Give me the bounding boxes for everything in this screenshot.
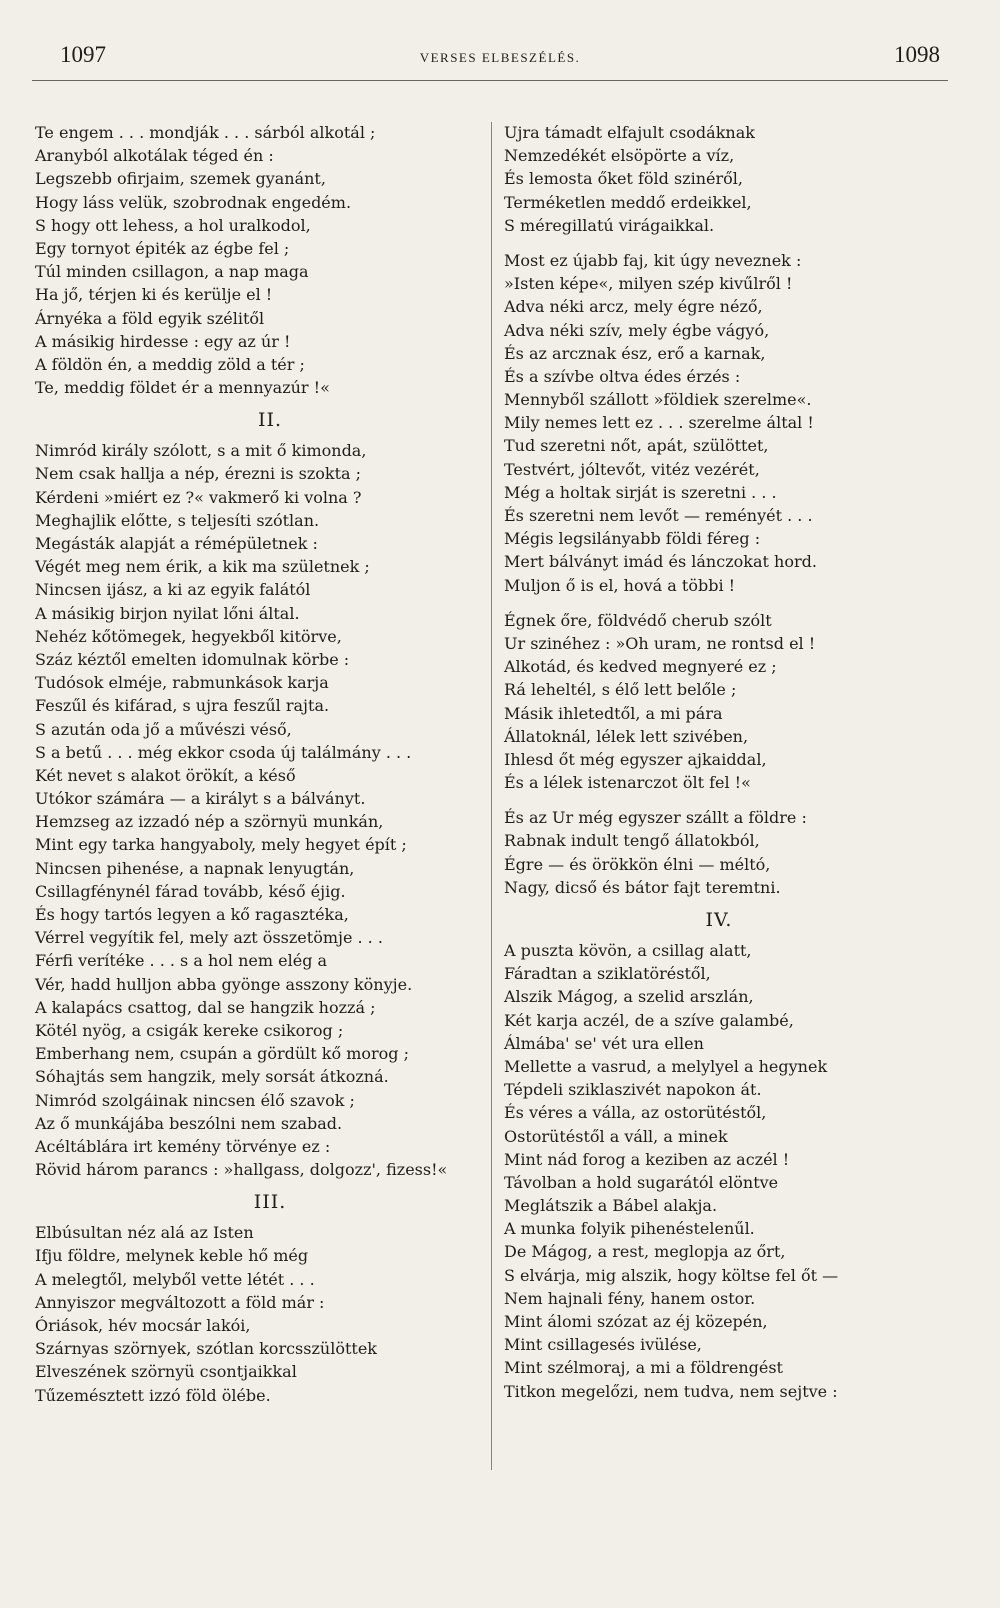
verse-line: Tépdeli sziklaszivét napokon át.: [504, 1080, 762, 1100]
verse-line: Most ez újabb faj, kit úgy neveznek :: [504, 250, 802, 270]
stanza: [504, 939, 924, 1403]
verse-line: Hogy láss velük, szobrodnak engedém.: [35, 192, 352, 212]
page-header: [60, 42, 940, 76]
verse-line: Titkon megelőzi, nem tudva, nem sejtve :: [504, 1381, 838, 1401]
verse-line: Elbúsultan néz alá az Isten: [35, 1223, 254, 1243]
verse-line: A munka folyik pihenéstelenűl.: [504, 1219, 755, 1239]
verse-line: És a szívbe oltva édes érzés :: [504, 366, 741, 386]
verse-line: Hemzseg az izzadó nép a szörnyü munkán,: [35, 812, 384, 832]
verse-line: És hogy tartós legyen a kő ragasztéka,: [35, 905, 349, 924]
verse-line: S elvárja, mig alszik, hogy költse fel őt —: [504, 1265, 839, 1285]
verse-line: Adva néki szív, mely égbe vágyó,: [504, 320, 770, 340]
stanza: [35, 439, 485, 1181]
verse-line: Muljon ő is el, hová a többi !: [504, 575, 736, 595]
verse-line: Mint álomi szózat az éj közepén,: [504, 1312, 768, 1331]
verse-line: Nincsen pihenése, a napnak lenyugtán,: [35, 858, 355, 878]
verse-line: Mert bálványt imád és lánczokat hord.: [504, 552, 817, 572]
header-rule: [32, 80, 948, 81]
verse-line: Állatoknál, lélek lett szivében,: [504, 726, 749, 746]
verse-line: A melegtől, melyből vette létét . . .: [35, 1269, 315, 1289]
verse-line: Ifju földre, melynek keble hő még: [35, 1246, 309, 1266]
verse-line: Annyiszor megváltozott a föld már :: [35, 1292, 325, 1312]
verse-line: Tudósok elméje, rabmunkások karja: [35, 673, 329, 693]
verse-line: Te engem . . . mondják . . . sárból alkotál ;: [35, 123, 376, 142]
verse-line: És véres a válla, az ostorütéstől,: [504, 1103, 767, 1123]
page-number-left: 1097: [60, 42, 106, 67]
verse-line: Adva néki arcz, mely égre néző,: [504, 297, 763, 317]
verse-line: Alkotád, és kedved megnyeré ez ;: [504, 657, 777, 677]
verse-line: Egy tornyot épiték az égbe fel ;: [35, 238, 290, 258]
verse-line: Tud szeretni nőt, apát, szülöttet,: [504, 436, 769, 456]
verse-line: Mégis legsilányabb földi féreg :: [504, 529, 761, 549]
verse-line: Legszebb ofirjaim, szemek gyanánt,: [35, 169, 326, 189]
verse-line: Mily nemes lett ez . . . szerelme által !: [504, 413, 814, 433]
verse-line: Ha jő, térjen ki és kerülje el !: [35, 285, 273, 305]
verse-line: Férfi verítéke . . . s a hol nem elég a: [35, 951, 328, 971]
verse-line: Mint csillagesés ivülése,: [504, 1335, 702, 1355]
page-number-right: 1098: [894, 42, 940, 67]
verse-line: Ostorütéstől a váll, a minek: [504, 1126, 728, 1146]
verse-line: Rabnak indult tengő állatokból,: [504, 831, 760, 851]
verse-line: Álmába' se' vét ura ellen: [504, 1033, 704, 1053]
verse-line: Elveszének szörnyü csontjaikkal: [35, 1362, 297, 1382]
stanza: [35, 1221, 485, 1407]
verse-line: Mint nád forog a keziben az aczél !: [504, 1149, 790, 1169]
verse-line: Ur szinéhez : »Oh uram, ne rontsd el !: [504, 633, 816, 653]
verse-line: A kalapács csattog, dal se hangzik hozzá ;: [35, 997, 376, 1017]
verse-line: Csillagfénynél fárad tovább, késő éjig.: [35, 881, 346, 901]
verse-line: S azután oda jő a művészi véső,: [35, 719, 292, 739]
verse-line: Testvért, jóltevőt, vitéz vezérét,: [504, 459, 760, 479]
verse-line: A puszta kövön, a csillag alatt,: [504, 941, 752, 960]
verse-line: Az ő munkájába beszólni nem szabad.: [35, 1113, 343, 1133]
verse-line: Terméketlen meddő erdeikkel,: [504, 192, 752, 212]
verse-line: »Isten képe«, milyen szép kivűlről !: [504, 274, 793, 294]
stanza: [504, 121, 924, 237]
verse-line: A földön én, a meddig zöld a tér ;: [35, 354, 305, 374]
verse-line: Rövid három parancs : »hallgass, dolgozz', fizess!«: [35, 1160, 448, 1180]
section-heading-iv: IV.: [705, 909, 733, 931]
column-divider: [491, 122, 492, 1470]
verse-line: Meghajlik előtte, s teljesíti szótlan.: [35, 510, 320, 530]
verse-line: Árnyéka a föld egyik szélitől: [35, 308, 265, 328]
verse-line: Nehéz kőtömegek, hegyekből kitörve,: [35, 626, 342, 646]
verse-line: A másikig hirdesse : egy az úr !: [35, 331, 291, 351]
verse-line: Sóhajtás sem hangzik, mely sorsát átkozná.: [35, 1067, 389, 1087]
verse-line: Nem csak hallja a nép, érezni is szokta ;: [35, 464, 362, 484]
verse-line: Végét meg nem érik, a kik ma születnek ;: [35, 557, 370, 577]
verse-line: Nimród szolgáinak nincsen élő szavok ;: [35, 1090, 355, 1110]
verse-line: Távolban a hold sugarától elöntve: [504, 1172, 779, 1192]
verse-line: És az Ur még egyszer szállt a földre :: [504, 808, 807, 828]
verse-line: Nem hajnali fény, hanem ostor.: [504, 1288, 756, 1308]
verse-line: Vér, hadd hulljon abba gyönge asszony könyje.: [35, 974, 413, 994]
verse-line: Ihlesd őt még egyszer ajkaiddal,: [504, 749, 767, 769]
verse-line: Nagy, dicső és bátor fajt teremtni.: [504, 877, 781, 897]
verse-line: És az arcznak ész, erő a karnak,: [504, 343, 766, 363]
verse-line: Túl minden csillagon, a nap maga: [35, 262, 309, 282]
verse-line: Mint egy tarka hangyaboly, mely hegyet épít ;: [35, 835, 407, 855]
verse-line: Alszik Mágog, a szelid arszlán,: [504, 987, 754, 1007]
stanza: [35, 121, 485, 399]
verse-line: Mint szélmoraj, a mi a földrengést: [504, 1358, 783, 1378]
verse-line: Égre — és örökkön élni — méltó,: [504, 854, 771, 874]
verse-line: A másikig birjon nyilat lőni által.: [35, 603, 300, 623]
right-column: [504, 121, 924, 1403]
verse-line: Acéltáblára irt kemény törvénye ez :: [35, 1136, 331, 1156]
verse-line: Meglátszik a Bábel alakja.: [504, 1196, 718, 1216]
verse-line: Emberhang nem, csupán a gördült kő morog ;: [35, 1044, 409, 1064]
verse-line: S a betű . . . még ekkor csoda új találmány . . .: [35, 742, 412, 762]
verse-line: Tűzemésztett izzó föld ölébe.: [35, 1385, 271, 1405]
verse-line: Nincsen ijász, a ki az egyik falától: [35, 580, 311, 600]
verse-line: Szárnyas szörnyek, szótlan korcsszülöttek: [35, 1339, 377, 1359]
verse-line: Másik ihletedtől, a mi pára: [504, 703, 723, 723]
stanza-gap: [504, 794, 924, 806]
verse-line: Mellette a vasrud, a melylyel a hegynek: [504, 1056, 828, 1076]
running-title: VERSES ELBESZÉLÉS.: [419, 50, 581, 65]
verse-line: Megásták alapját a rémépületnek :: [35, 534, 318, 553]
stanza: [504, 249, 924, 597]
verse-line: Kérdeni »miért ez ?« vakmerő ki volna ?: [35, 487, 362, 507]
verse-line: Még a holtak sirját is szeretni . . .: [504, 482, 777, 502]
verse-line: Rá leheltél, s élő lett belőle ;: [504, 680, 737, 700]
verse-line: Vérrel vegyítik fel, mely azt összetömje . . .: [35, 928, 383, 948]
verse-line: Két nevet s alakot örökít, a késő: [35, 765, 296, 785]
verse-line: Égnek őre, földvédő cherub szólt: [504, 610, 772, 630]
verse-line: Kötél nyög, a csigák kereke csikorog ;: [35, 1020, 344, 1040]
verse-line: Nemzedékét elsöpörte a víz,: [504, 146, 735, 166]
stanza-gap: [504, 597, 924, 609]
verse-line: Száz kéztől emelten idomulnak körbe :: [35, 649, 350, 669]
verse-line: Aranyból alkotálak téged én :: [35, 146, 274, 166]
verse-line: Mennyből szállott »földiek szerelme«.: [504, 390, 812, 410]
section-heading-ii: II.: [257, 409, 283, 432]
verse-line: De Mágog, a rest, meglopja az őrt,: [504, 1242, 786, 1262]
stanza: [504, 806, 924, 899]
verse-line: Nimród király szólott, s a mit ő kimonda,: [35, 441, 367, 461]
verse-line: Te, meddig földet ér a mennyazúr !«: [35, 378, 330, 398]
left-column: [35, 121, 485, 1407]
verse-line: És lemosta őket föld szinéről,: [504, 169, 743, 189]
verse-line: Két karja aczél, de a szíve galambé,: [504, 1010, 794, 1030]
stanza-gap: [504, 237, 924, 249]
stanza: [504, 609, 924, 795]
verse-line: Utókor számára — a királyt s a bálványt.: [35, 789, 366, 809]
section-heading-iii: III.: [253, 1191, 287, 1214]
verse-line: És a lélek istenarczot ölt fel !«: [504, 773, 751, 793]
verse-line: És szeretni nem levőt — reményét . . .: [504, 506, 813, 525]
verse-line: Feszűl és kifárad, s ujra feszűl rajta.: [35, 696, 330, 716]
verse-line: Ujra támadt elfajult csodáknak: [504, 123, 755, 142]
verse-line: S méregillatú virágaikkal.: [504, 215, 715, 235]
verse-line: Fáradtan a sziklatöréstől,: [504, 964, 711, 984]
verse-line: Óriások, hév mocsár lakói,: [35, 1316, 251, 1335]
verse-line: S hogy ott lehess, a hol uralkodol,: [35, 215, 311, 235]
